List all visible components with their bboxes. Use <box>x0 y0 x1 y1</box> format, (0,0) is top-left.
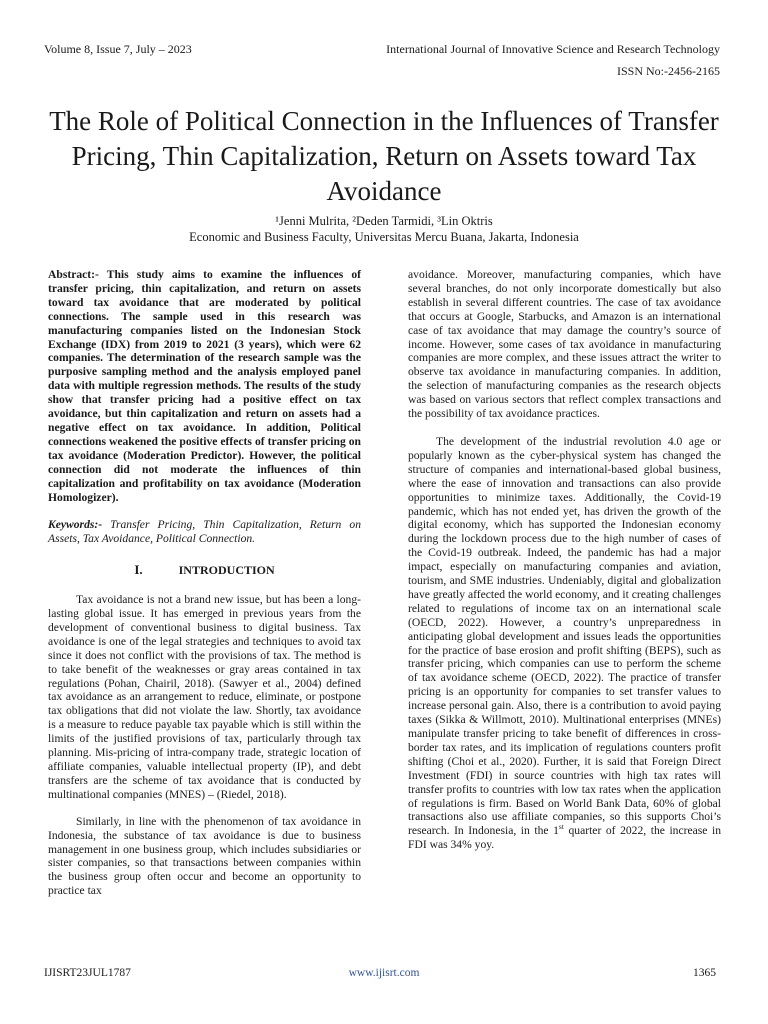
keywords-label: Keywords:- <box>48 518 103 532</box>
author-affiliation: Economic and Business Faculty, Universitas Mercu Buana, Jakarta, Indonesia <box>189 230 579 244</box>
intro-paragraph-1: Tax avoidance is not a brand new issue, but has been a long-lasting global issue. It has emerged in previous years from the development of conventional business to digital business. Tax avoidance is one of the legal strategies and techniques to avoid tax since it does not conflict with the provisions of tax. The method is to take benefit of the weaknesses or gray areas contained in tax regulations (Pohan, Chairil, 2018). (Sawyer et al., 2004) defined tax avoidance as an arrangement to reduce, eliminate, or postpone tax obligations that did not violate the law. Shortly, tax avoidance is a measure to reduce payable tax payable which is still within the limits of the justified provisions of tax, particularly through tax planning. Mis-pricing of intra-company trade, strategic location of affiliate companies, valuable intellectual property (IP), and debt transfers are the scheme of tax avoidance that is conducted by multinational companies (MNES) – (Riedel, 2018). <box>48 593 361 801</box>
right-column <box>408 268 721 852</box>
header-issn: ISSN No:-2456-2165 <box>616 64 720 78</box>
section-number: I. <box>134 562 143 578</box>
left-column <box>48 268 361 898</box>
intro-paragraph-2: Similarly, in line with the phenomenon of tax avoidance in Indonesia, the substance of tax avoidance is due to business management in one business group, which includes subsidiaries or sister companies, so that transactions between companies within the business group often occur and become an opportunity to practice tax <box>48 814 361 898</box>
author-block <box>40 213 728 245</box>
footer-code: IJISRT23JUL1787 <box>44 967 131 979</box>
intro-paragraph-4-end: quarter of 2022, the increase in FDI was 34% yoy. <box>408 824 721 852</box>
paper-title: The Role of Political Connection in the Influences of Transfer Pricing, Thin Capitalization, Return on Assets toward Tax Avoidance <box>49 106 719 207</box>
footer-page-number: 1365 <box>693 967 716 979</box>
section-heading <box>48 563 361 578</box>
header-journal: International Journal of Innovative Science and Research Technology <box>386 42 720 56</box>
keywords <box>48 518 361 546</box>
footer-website-link[interactable]: www.ijisrt.com <box>348 967 420 979</box>
intro-paragraph-4 <box>408 435 721 852</box>
header-volume: Volume 8, Issue 7, July – 2023 <box>44 42 192 56</box>
ordinal-superscript: st <box>558 822 564 832</box>
abstract: Abstract:- This study aims to examine the influences of transfer pricing, thin capitalization, and return on assets toward tax avoidance that are moderated by political connections. The sample used in this research was manufacturing companies listed on the Indonesian Stock Exchange (IDX) from 2019 to 2021 (3 years), which were 62 companies. The determination of the research sample was the purposive sampling method and the analysis employed panel data with multiple regression methods. The results of the study show that transfer pricing had a positive effect on tax avoidance, but thin capitalization and return on assets had a negative effect on tax avoidance. In addition, Political connections weakened the positive effects of transfer pricing on tax avoidance (Moderation Predictor). However, the political connection did not moderate the influences of thin capitalization and profitability on tax avoidance (Moderation Homologizer). <box>48 268 361 504</box>
keywords-text: Transfer Pricing, Thin Capitalization, Return on Assets, Tax Avoidance, Political Connection. <box>48 518 361 546</box>
intro-paragraph-3: avoidance. Moreover, manufacturing companies, which have several branches, do not only incorporate domestically but also establish in several different countries. The case of tax avoidance that occurs at Google, Starbucks, and Amazon is an international case of tax avoidance that may damage the country’s source of income. However, some cases of tax avoidance in manufacturing companies are more complex, and these issues attract the writer to observe tax avoidance in manufacturing companies. In addition, the selection of manufacturing companies as the research objects was based on various sectors that reflect complex transactions and the possibility of tax avoidance practices. <box>408 268 721 421</box>
author-names: ¹Jenni Mulrita, ²Deden Tarmidi, ³Lin Oktris <box>275 214 493 228</box>
section-title: INTRODUCTION <box>178 563 275 578</box>
intro-paragraph-4-text: The development of the industrial revolution 4.0 age or popularly known as the cyber-physical system has changed the structure of companies and international-based global business, where the ease of innovation and transactions can also provide opportunities to minimize taxes. Additionally, the Covid-19 pandemic, which has not ended yet, has driven the growth of the digital economy, which has supported the Indonesian economy during the lockdown process due to the high number of cases of the Covid-19 outbreak. Indeed, the pandemic has had a major impact, especially on manufacturing companies and aviation, tourism, and SME industries. Undeniably, digital and globalization have greatly affected the world economy, and it creating challenges related to regulations of income tax on an international scale (OECD, 2022). However, a country’s unpreparedness in anticipating global development and issues leads the opportunities for the practice of base erosion and profit shifting (BEPS), such as transfer pricing, which companies can use to perform the scheme of tax avoidance scheme (OECD, 2022). The practice of transfer pricing is an opportunity for companies to set transfer values to increase personal gain. Also, there is a contribution to avoid paying taxes (Sikka & Willmott, 2010). Multinational enterprises (MNEs) manipulate transfer pricing to take benefit of differences in cross-border tax rates, and its implication of regulations counters profit shifting (Choi et al., 2020). Further, it is said that Foreign Direct Investment (FDI) in source countries with high tax rates will transfer profits to countries with low tax rates when the application of regulations is firm. Based on World Bank Data, 60% of global transactions also use affiliate companies, so this supports Choi’s research. In Indonesia, in the 1 <box>408 434 721 838</box>
